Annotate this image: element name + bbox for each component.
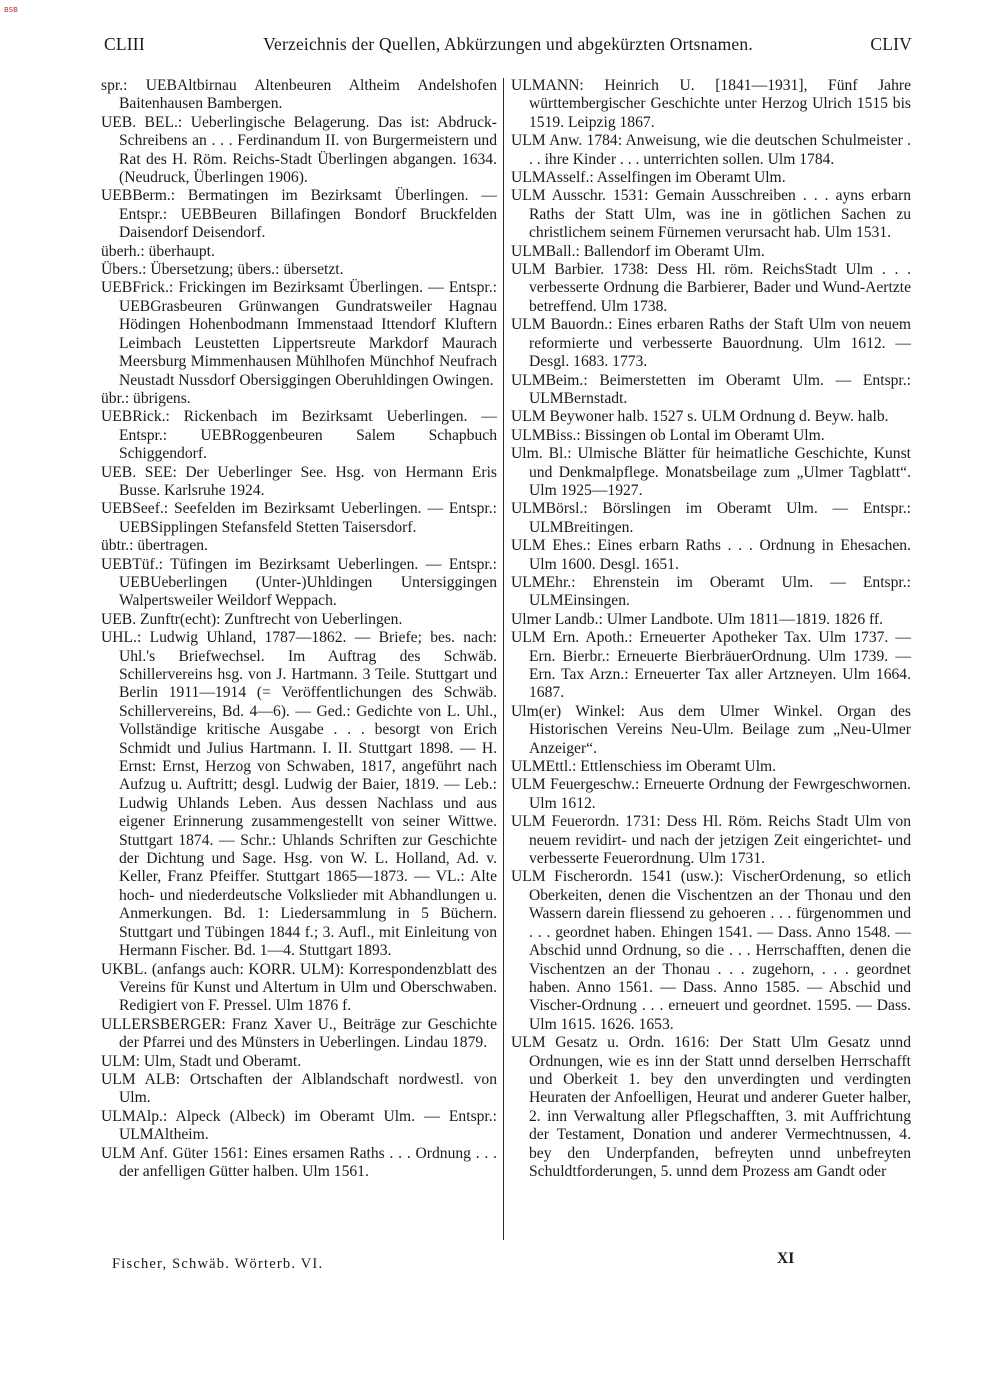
list-item: UEB. Zunftr(echt): Zunftrecht von Ueberlingen. [101,610,403,628]
list-item: ULM Anw. 1784: Anweisung, wie die deutschen Schulmeister . . . ihre Kinder . . . unterrichten sollen. Ulm 1784. [511,132,911,168]
list-item: übtr.: übertragen. [101,537,208,555]
list-item: ULM ALB: Ortschaften der Alblandschaft nordwestl. von Ulm. [101,1070,497,1107]
list-item: Ulmer Landb.: Ulmer Landbote. Ulm 1811—1819. 1826 ff. [511,610,884,628]
list-item: ULM Anf. Güter 1561: Eines ersamen Raths . . . Ordnung . . . der anfelligen Gütter halben. Ulm 1561. [101,1144,497,1180]
running-title: Verzeichnis der Quellen, Abkürzungen und abgekürzten Ortsnamen. [263,34,753,54]
page-header [104,34,912,56]
list-item: UEBSeef.: Seefelden im Bezirksamt Ueberlingen. — Entspr.: UEBSipplingen Stefansfeld Stetten Taisersdorf. [101,500,497,536]
list-item: Ulm. Bl.: Ulmische Blätter für heimatliche Geschichte, Kunst und Denkmalpflege. Monatsbeilage zum „Ulmer Tagblatt“. Ulm 1925—1927. [511,445,911,499]
list-item: UEB. BEL.: Ueberlingische Belagerung. Das ist: Abdruck-Schreibens an . . . Ferdinandum II. von Burgermeistern und Rat des H. Röm. Reichs-Stadt Überlingen abgangen. 1634. (Neudruck, Überlingen 1906). [101,113,497,187]
right-column [511,77,911,1181]
list-item: ULM Beywoner halb. 1527 s. ULM Ordnung d. Beyw. halb. [511,408,889,426]
list-item: spr.: UEBAltbirnau Altenbeuren Altheim Andelshofen Baitenhausen Bambergen. [101,77,497,113]
list-item: UHL.: Ludwig Uhland, 1787—1862. — Briefe; bes. nach: Uhl.'s Briefwechsel. Im Auftrag des Schwäb. Schillervereins hsg. von J. Hartmann. 3 Teile. Stuttgart und Berlin 1911—1914 (= Veröffentlichungen des Schwäb. Schillervereins, Bd. 4—6). — Ged.: Gedichte von L. Uhl., Vollständige kritische Ausgabe . . . besorgt von Erich Schmidt und Julius Hartmann. I. II. Stuttgart 1898. — H. Ernst: Ernst, Herzog von Schwaben, 1817, angeführt nach Aufzug u. Auftritt; desgl. Ludwig der Baier, 1819. — Leb.: Ludwig Uhlands Leben. Aus dessen Nachlass und aus eigener Erinnerung zusammengestellt von seiner Wittwe. Stuttgart 1874. — Schr.: Uhlands Schriften zur Geschichte der Dichtung und Sage. Hsg. von W. L. Holland, Ad. v. Keller, Franz Pfeiffer. Stuttgart 1865—1873. — VL.: Alte hoch- und niederdeutsche Volkslieder mit Abhandlungen u. Anmerkungen. Bd. 1: Liedersammlung in 5 Büchern. Stuttgart und Tübingen 1844 f.; 3. Aufl., mit Einleitung von Hermann Fischer. Bd. 1—4. Stuttgart 1893. [101,629,497,960]
list-item: ULM Ehes.: Eines erbarn Raths . . . Ordnung in Ehesachen. Ulm 1600. Desgl. 1651. [511,537,911,573]
page-number-right: CLIV [870,34,912,54]
list-item: UEBFrick.: Frickingen im Bezirksamt Überlingen. — Entspr.: UEBGrasbeuren Grünwangen Gundratsweiler Hagnau Hödingen Hohenbodmann Immenstaad Ittendorf Kluftern Leimbach Leustetten Lippertsreute Markdorf Maurach Meersburg Mimmenhausen Mühlhofen Münchhof Neufrach Neustadt Nussdorf Obersiggingen Oberuhldingen Owingen. [101,279,497,389]
list-item: UEBTüf.: Tüfingen im Bezirksamt Ueberlingen. — Entspr.: UEBUeberlingen (Unter-)Uhldingen Untersiggingen Walpertsweiler Weildorf Weppach. [101,555,497,610]
list-item: ULM Feuergeschw.: Erneuerte Ordnung der Fewrgeschwornen. Ulm 1612. [511,776,911,812]
list-item: UEBRick.: Rickenbach im Bezirksamt Ueberlingen. — Entspr.: UEBRoggenbeuren Salem Schapbuch Schiggendorf. [101,408,497,463]
list-item: ULMBörsl.: Börslingen im Oberamt Ulm. — Entspr.: ULMBreitingen. [511,500,911,536]
list-item: ULM Fischerordn. 1541 (usw.): VischerOrdenung, so etlich Oberkeiten, denen die Vischentzen an der Thonau und den Wassern darein fliessend zu gehoeren . . . fürgenommen und . . . geordnet haben. Ehingen 1541. — Dass. Anno 1548. — Abschid unnd Ordnung, so die . . . Herrschafften, denen die Vischentzen an der Thonau . . . zugehorn, . . . geordnet haben. Anno 1561. — Dass. Anno 1585. — Abschid und Vischer-Ordnung . . . erneuert und geordnet. 1595. — Dass. Ulm 1615. 1626. 1653. [511,868,911,1033]
list-item: ULMAlp.: Alpeck (Albeck) im Oberamt Ulm. — Entspr.: ULMAltheim. [101,1107,497,1144]
list-item: ULMAsself.: Asselfingen im Oberamt Ulm. [511,169,786,187]
page-number-left: CLIII [104,34,145,54]
footer-author: Fischer, Schwäb. Wörterb. VI. [112,1256,324,1272]
library-stamp: BSB [4,6,18,14]
left-column [101,77,497,1181]
signature-mark: XI [777,1250,795,1267]
list-item: ULM Feuerordn. 1731: Dess Hl. Röm. Reichs Stadt Ulm von neuem revidirt- und nach der jetzigen Zeit eingerichtet- und verbesserte Feuerordnung. Ulm 1731. [511,813,911,868]
list-item: ULM Gesatz u. Ordn. 1616: Der Statt Ulm Gesatz unnd Ordnungen, wie es inn der Statt unnd derselben Herrschafft und Oberkeit 1. bey den unverdingten und verdingten Heuraten der Anfoelligen, Heurat und anderer Gueter halber, 2. inn Verwaltung aller Pflegschafften, 3. mit Auffrichtung der Testament, Donation und anderer Vermechtnussen, 4. bey den Underpfanden, befreyten unnd unbefreyten Schuldtforderungen, 5. unnd dem Prozess am Gandt oder [511,1034,911,1180]
list-item: UKBL. (anfangs auch: KORR. ULM): Korrespondenzblatt des Vereins für Kunst und Altertum in Ulm und Oberschwaben. Redigiert von F. Pressel. Ulm 1876 f. [101,960,497,1015]
list-item: UEB. SEE: Der Ueberlinger See. Hsg. von Hermann Eris Busse. Karlsruhe 1924. [101,463,497,499]
list-item: ULMEhr.: Ehrenstein im Oberamt Ulm. — Entspr.: ULMEinsingen. [511,573,911,610]
list-item: ULM Ausschr. 1531: Gemain Ausschreiben . . . ayns erbarn Raths der Statt Ulm, was ine in götlichen Sachen zu christlichem seinem Fürnemen verursacht hab. Ulm 1531. [511,187,911,242]
list-item: überh.: überhaupt. [101,242,215,260]
list-item: ULMBall.: Ballendorf im Oberamt Ulm. [511,242,765,260]
list-item: ULMEttl.: Ettlenschiess im Oberamt Ulm. [511,758,777,776]
list-item: UEBBerm.: Bermatingen im Bezirksamt Überlingen. — Entspr.: UEBBeuren Billafingen Bondorf Bruckfelden Daisendorf Deisendorf. [101,187,497,242]
column-divider [503,78,504,1240]
list-item: ULLERSBERGER: Franz Xaver U., Beiträge zur Geschichte der Pfarrei und des Münsters in Ueberlingen. Lindau 1879. [101,1015,497,1052]
list-item: ULM: Ulm, Stadt und Oberamt. [101,1052,302,1070]
list-item: ULM Barbier. 1738: Dess Hl. röm. ReichsStadt Ulm . . . verbesserte Ordnung die Barbierer, Bader und Wund-Aertzte betreffend. Ulm 1738. [511,261,911,315]
list-item: ULMANN: Heinrich U. [1841—1931], Fünf Jahre württembergischer Geschichte unter Herzog Ulrich 1515 bis 1519. Leipzig 1867. [511,77,911,131]
list-item: Übers.: Übersetzung; übers.: übersetzt. [101,261,344,279]
list-item: übr.: übrigens. [101,389,191,407]
list-item: ULMBeim.: Beimerstetten im Oberamt Ulm. — Entspr.: ULMBernstadt. [511,371,911,407]
list-item: ULMBiss.: Bissingen ob Lontal im Oberamt Ulm. [511,426,825,444]
list-item: ULM Bauordn.: Eines erbaren Raths der Staft Ulm von neuem reformierte und verbesserte Bauordnung. Ulm 1612. — Desgl. 1683. 1773. [511,316,911,371]
list-item: ULM Ern. Apoth.: Erneuerter Apotheker Tax. Ulm 1737. — Ern. Bierbr.: Erneuerte BierbräuerOrdnung. Ulm 1739. — Ern. Tax Arzn.: Erneuerter Tax aller Artzneyen. Ulm 1664. 1687. [511,629,911,702]
list-item: Ulm(er) Winkel: Aus dem Ulmer Winkel. Organ des Historischen Vereins Neu-Ulm. Beilage zum „Neu-Ulmer Anzeiger“. [511,702,911,757]
